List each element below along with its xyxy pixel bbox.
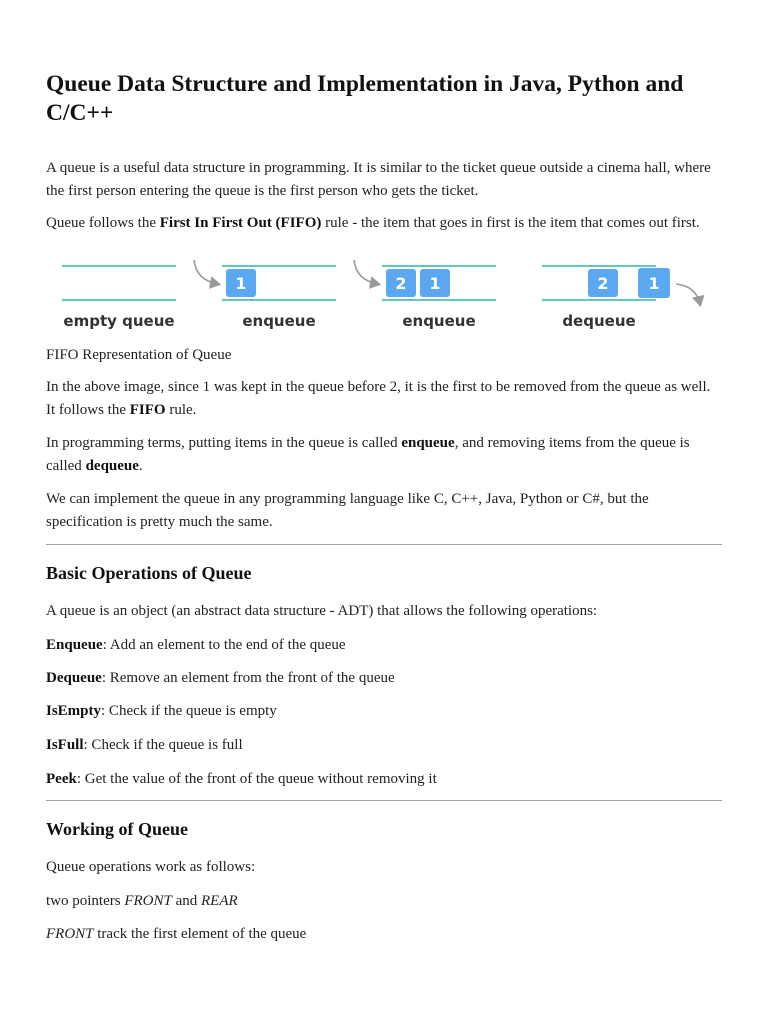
intro-paragraph: A queue is a useful data structure in programming. It is similar to the ticket queue outside a cinema hall, where the first person entering the queue is the first person who gets the ticket.	[46, 160, 711, 199]
front-description-text: track the first element of the queue	[93, 926, 307, 942]
queue-item-value: 1	[235, 274, 247, 293]
fifo-bold: First In First Out (FIFO)	[159, 215, 322, 231]
operation-desc: : Get the value of the front of the queue without removing it	[76, 771, 437, 787]
stage-empty-queue	[62, 266, 176, 330]
terms-bold-dequeue: dequeue	[85, 458, 139, 474]
above-image-paragraph	[46, 376, 722, 422]
operation-item	[46, 734, 722, 757]
front-term: FRONT	[46, 926, 94, 942]
terms-text-e: .	[138, 458, 143, 474]
stage-dequeue	[542, 266, 700, 330]
stage-label: enqueue	[242, 312, 316, 330]
operation-item	[46, 700, 722, 723]
basic-operations-intro: A queue is an object (an abstract data structure - ADT) that allows the following operations:	[46, 603, 598, 619]
fifo-diagram	[46, 252, 722, 336]
operation-desc: : Remove an element from the front of the queue	[101, 670, 395, 686]
working-heading: Working of Queue	[46, 819, 189, 839]
section-divider	[46, 800, 722, 801]
operation-name: Peek	[46, 771, 77, 787]
stage-label: empty queue	[63, 312, 175, 330]
pointers-text: two pointers	[46, 893, 125, 909]
diagram-caption: FIFO Representation of Queue	[46, 347, 232, 363]
stage-enqueue-2	[354, 260, 496, 330]
stage-enqueue-1	[194, 260, 336, 330]
enqueue-arrow-icon	[194, 260, 218, 284]
page-title: Queue Data Structure and Implementation in Java, Python and C/C++	[46, 71, 684, 126]
operation-desc: : Add an element to the end of the queue	[102, 637, 346, 653]
fifo-text-after: rule - the item that goes in first is the item that comes out first.	[321, 215, 700, 231]
dequeue-arrow-icon	[676, 284, 700, 304]
operation-desc: : Check if the queue is empty	[101, 703, 277, 719]
operation-name: IsFull	[46, 737, 84, 753]
operation-item	[46, 667, 722, 690]
implementation-paragraph: We can implement the queue in any programming language like C, C++, Java, Python or C#, but the specification is pretty much the same.	[46, 491, 649, 530]
enqueue-arrow-icon	[354, 260, 378, 284]
front-term: FRONT	[124, 893, 172, 909]
operation-item	[46, 768, 722, 791]
queue-item-value: 1	[429, 274, 441, 293]
operation-desc: : Check if the queue is full	[83, 737, 243, 753]
removed-item-value: 1	[648, 274, 660, 293]
above-text-before: In the above image, since 1 was kept in the queue before 2, it is the first to be removed from the queue as well. It follows the	[46, 379, 711, 418]
basic-operations-heading: Basic Operations of Queue	[46, 563, 252, 583]
operation-item	[46, 634, 722, 657]
terms-text-a: In programming terms, putting items in the queue is called	[46, 435, 402, 451]
terms-bold-enqueue: enqueue	[401, 435, 455, 451]
operation-name: Enqueue	[46, 637, 103, 653]
fifo-text-before: Queue follows the	[46, 215, 160, 231]
front-description-line	[46, 923, 722, 946]
section-divider	[46, 544, 722, 545]
fifo-diagram-svg	[46, 252, 722, 336]
above-bold: FIFO	[129, 402, 166, 418]
queue-item-value: 2	[597, 274, 609, 293]
pointers-line	[46, 890, 722, 913]
operation-name: Dequeue	[46, 670, 102, 686]
queue-item-value: 2	[395, 274, 407, 293]
above-text-after: rule.	[165, 402, 197, 418]
rear-term: REAR	[201, 893, 238, 909]
stage-label: enqueue	[402, 312, 476, 330]
terms-paragraph	[46, 432, 722, 478]
and-text: and	[171, 893, 202, 909]
operation-name: IsEmpty	[46, 703, 102, 719]
working-intro: Queue operations work as follows:	[46, 859, 256, 875]
terms-text-c: , and removing items from the queue is called	[46, 435, 690, 474]
stage-label: dequeue	[562, 312, 636, 330]
fifo-paragraph	[46, 212, 722, 235]
